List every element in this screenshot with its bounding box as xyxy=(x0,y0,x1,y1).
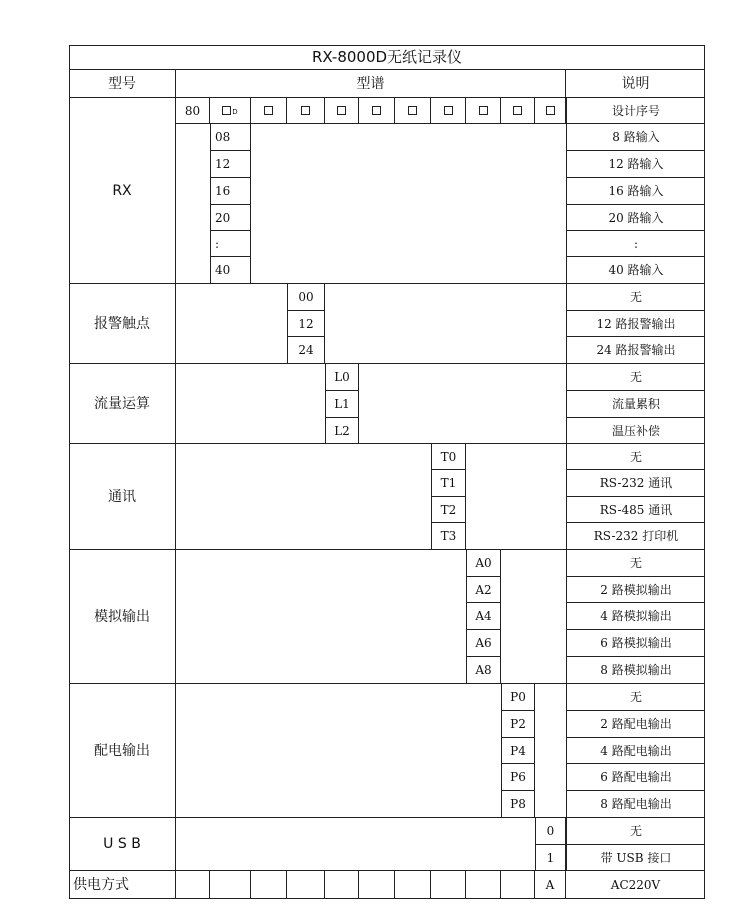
comm-code: T2 xyxy=(431,497,466,523)
analog-desc: 无 xyxy=(566,550,705,577)
flow-desc: 流量累积 xyxy=(566,391,705,418)
alarm-code: 12 xyxy=(287,311,325,337)
rx-desc: 12 路输入 xyxy=(566,151,705,178)
header-spectrum: 型谱 xyxy=(176,70,566,98)
comm-code: T0 xyxy=(431,444,466,470)
empty-box-icon xyxy=(546,106,555,115)
empty-box-icon xyxy=(513,106,522,115)
power_dist-desc: 2 路配电输出 xyxy=(566,711,705,738)
flow-desc: 无 xyxy=(566,364,705,391)
power_dist-desc: 6 路配电输出 xyxy=(566,764,705,791)
section-power-dist: 配电输出 xyxy=(69,684,176,818)
design-code: 80 xyxy=(176,98,210,124)
analog-code: A2 xyxy=(466,577,501,603)
rx-code: 40 xyxy=(210,257,251,284)
alarm-code: 00 xyxy=(287,284,325,311)
power_dist-code: P6 xyxy=(501,764,535,791)
code-slot-box xyxy=(287,98,325,124)
empty-box-icon xyxy=(337,106,346,115)
comm-desc: RS-232 通讯 xyxy=(566,470,705,497)
empty-box-icon xyxy=(408,106,417,115)
comm-desc: 无 xyxy=(566,444,705,470)
header-model: 型号 xyxy=(69,70,176,98)
analog-code: A6 xyxy=(466,630,501,657)
rule-line xyxy=(176,443,566,444)
rx-desc: 8 路输入 xyxy=(566,124,705,151)
code-slot-box xyxy=(251,98,287,124)
supply-empty-cell xyxy=(176,871,210,899)
supply-empty-cell xyxy=(395,871,431,899)
code-slot-box xyxy=(325,98,359,124)
alarm-desc: 24 路报警输出 xyxy=(566,337,705,364)
flow-desc: 温压补偿 xyxy=(566,418,705,444)
header-description: 说明 xyxy=(566,70,705,98)
section-rx: RX xyxy=(69,98,176,284)
usb-code: 0 xyxy=(535,818,566,845)
comm-desc: RS-232 打印机 xyxy=(566,523,705,550)
section-usb: U S B xyxy=(69,818,176,871)
empty-box-icon xyxy=(264,106,273,115)
rx-code: : xyxy=(210,231,251,257)
design-suffix: D xyxy=(232,108,238,116)
rule-line xyxy=(176,549,566,550)
rx-code: 12 xyxy=(210,151,251,178)
supply-empty-cell xyxy=(251,871,287,899)
supply-empty-cell xyxy=(431,871,466,899)
supply-empty-cell xyxy=(325,871,359,899)
usb-desc: 无 xyxy=(566,818,705,845)
supply-empty-cell xyxy=(287,871,325,899)
alarm-code: 24 xyxy=(287,337,325,364)
supply-empty-cell xyxy=(359,871,395,899)
supply-empty-cell xyxy=(210,871,251,899)
empty-box-icon xyxy=(222,106,231,115)
rule-line xyxy=(176,363,566,364)
rx-desc: 40 路输入 xyxy=(566,257,705,284)
supply-empty-cell xyxy=(466,871,501,899)
code-slot-box xyxy=(466,98,501,124)
section-analog: 模拟输出 xyxy=(69,550,176,684)
rx-desc: : xyxy=(566,231,705,257)
analog-code: A0 xyxy=(466,550,501,577)
code-slot-box xyxy=(359,98,395,124)
power_dist-code: P4 xyxy=(501,738,535,764)
code-slot-box xyxy=(210,98,251,124)
analog-code: A8 xyxy=(466,657,501,684)
comm-code: T1 xyxy=(431,470,466,497)
analog-desc: 6 路模拟输出 xyxy=(566,630,705,657)
usb-code: 1 xyxy=(535,845,566,871)
alarm-desc: 无 xyxy=(566,284,705,311)
flow-code: L0 xyxy=(325,364,359,391)
rx-code: 20 xyxy=(210,205,251,231)
section-alarm: 报警触点 xyxy=(69,284,176,364)
empty-box-icon xyxy=(301,106,310,115)
section-supply: 供电方式 xyxy=(69,871,176,899)
section-flow: 流量运算 xyxy=(69,364,176,444)
supply-code: A xyxy=(535,871,566,899)
power_dist-code: P2 xyxy=(501,711,535,738)
code-slot-box xyxy=(535,98,566,124)
supply-desc: AC220V xyxy=(610,878,661,892)
empty-box-icon xyxy=(479,106,488,115)
rule-line xyxy=(210,124,211,284)
rule-line xyxy=(176,817,566,818)
section-comm: 通讯 xyxy=(69,444,176,550)
rule-line xyxy=(176,283,566,284)
power_dist-desc: 4 路配电输出 xyxy=(566,738,705,764)
alarm-desc: 12 路报警输出 xyxy=(566,311,705,337)
code-slot-box xyxy=(431,98,466,124)
flow-code: L2 xyxy=(325,418,359,444)
analog-desc: 8 路模拟输出 xyxy=(566,657,705,684)
flow-code: L1 xyxy=(325,391,359,418)
empty-box-icon xyxy=(444,106,453,115)
empty-box-icon xyxy=(372,106,381,115)
code-slot-box xyxy=(501,98,535,124)
rx-code: 16 xyxy=(210,178,251,205)
rx-desc: 20 路输入 xyxy=(566,205,705,231)
usb-desc: 带 USB 接口 xyxy=(566,845,705,871)
supply-empty-cell xyxy=(501,871,535,899)
power_dist-code: P0 xyxy=(501,684,535,711)
power_dist-code: P8 xyxy=(501,791,535,818)
power_dist-desc: 无 xyxy=(566,684,705,711)
rx-code: 08 xyxy=(210,124,251,151)
design-desc: 设计序号 xyxy=(566,98,705,124)
power_dist-desc: 8 路配电输出 xyxy=(566,791,705,818)
analog-code: A4 xyxy=(466,603,501,630)
rx-desc: 16 路输入 xyxy=(566,178,705,205)
code-slot-box xyxy=(395,98,431,124)
comm-code: T3 xyxy=(431,523,466,550)
analog-desc: 2 路模拟输出 xyxy=(566,577,705,603)
table-title: RX-8000D无纸记录仪 xyxy=(69,45,705,70)
analog-desc: 4 路模拟输出 xyxy=(566,603,705,630)
comm-desc: RS-485 通讯 xyxy=(566,497,705,523)
